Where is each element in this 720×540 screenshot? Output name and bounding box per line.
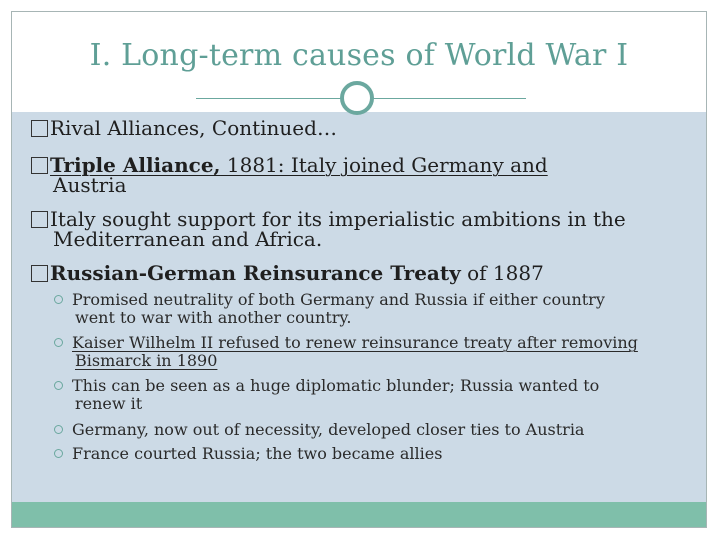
- square-bullet-icon: [31, 265, 48, 282]
- bullet-triple-alliance: [31, 155, 548, 195]
- sub-bullet-kaiser: [54, 334, 694, 370]
- bullet-text: of 1887: [460, 261, 544, 285]
- square-bullet-icon: [31, 120, 48, 137]
- sub-bullet-text-continued: Bismarck in 1890: [75, 351, 218, 370]
- circle-bullet-icon: [54, 338, 63, 347]
- sub-bullet-text-continued: renew it: [75, 394, 143, 413]
- sub-bullet-text: France courted Russia; the two became allies: [72, 444, 443, 463]
- bullet-bold-text: Triple Alliance,: [50, 153, 221, 177]
- sub-bullet-blunder: [54, 377, 694, 413]
- circle-bullet-icon: [54, 425, 63, 434]
- bullet-italy-support: [31, 209, 626, 249]
- sub-bullet-text: Germany, now out of necessity, developed closer ties to Austria: [72, 420, 585, 439]
- sub-bullet-france-russia: [54, 445, 694, 463]
- bullet-text-continued: Austria: [53, 173, 127, 197]
- square-bullet-icon: [31, 157, 48, 174]
- circle-ornament-icon: [340, 81, 374, 115]
- bullet-text: Rival Alliances, Continued…: [50, 116, 337, 140]
- circle-bullet-icon: [54, 295, 63, 304]
- footer-band: [12, 502, 706, 527]
- circle-bullet-icon: [54, 381, 63, 390]
- slide-title: I. Long-term causes of World War I: [89, 38, 629, 73]
- bullet-text-continued: Mediterranean and Africa.: [53, 227, 323, 251]
- bullet-bold-text: Russian-German Reinsurance Treaty: [50, 261, 461, 285]
- bullet-rival-alliances: [31, 118, 337, 138]
- bullet-text: Italy sought support for its imperialistic ambitions in the: [50, 207, 626, 231]
- sub-bullet-text: Promised neutrality of both Germany and Russia if either country: [72, 290, 605, 309]
- bullet-reinsurance-treaty: [31, 263, 544, 283]
- sub-bullet-text: Kaiser Wilhelm II refused to renew reinsurance treaty after removing: [72, 333, 638, 352]
- square-bullet-icon: [31, 211, 48, 228]
- sub-bullet-neutrality: [54, 291, 694, 327]
- sub-bullet-germany-austria: [54, 421, 694, 439]
- sub-bullet-text: This can be seen as a huge diplomatic blunder; Russia wanted to: [72, 376, 600, 395]
- sub-bullet-text-continued: went to war with another country.: [75, 308, 352, 327]
- circle-bullet-icon: [54, 449, 63, 458]
- bullet-text: 1881: Italy joined Germany and: [220, 153, 548, 177]
